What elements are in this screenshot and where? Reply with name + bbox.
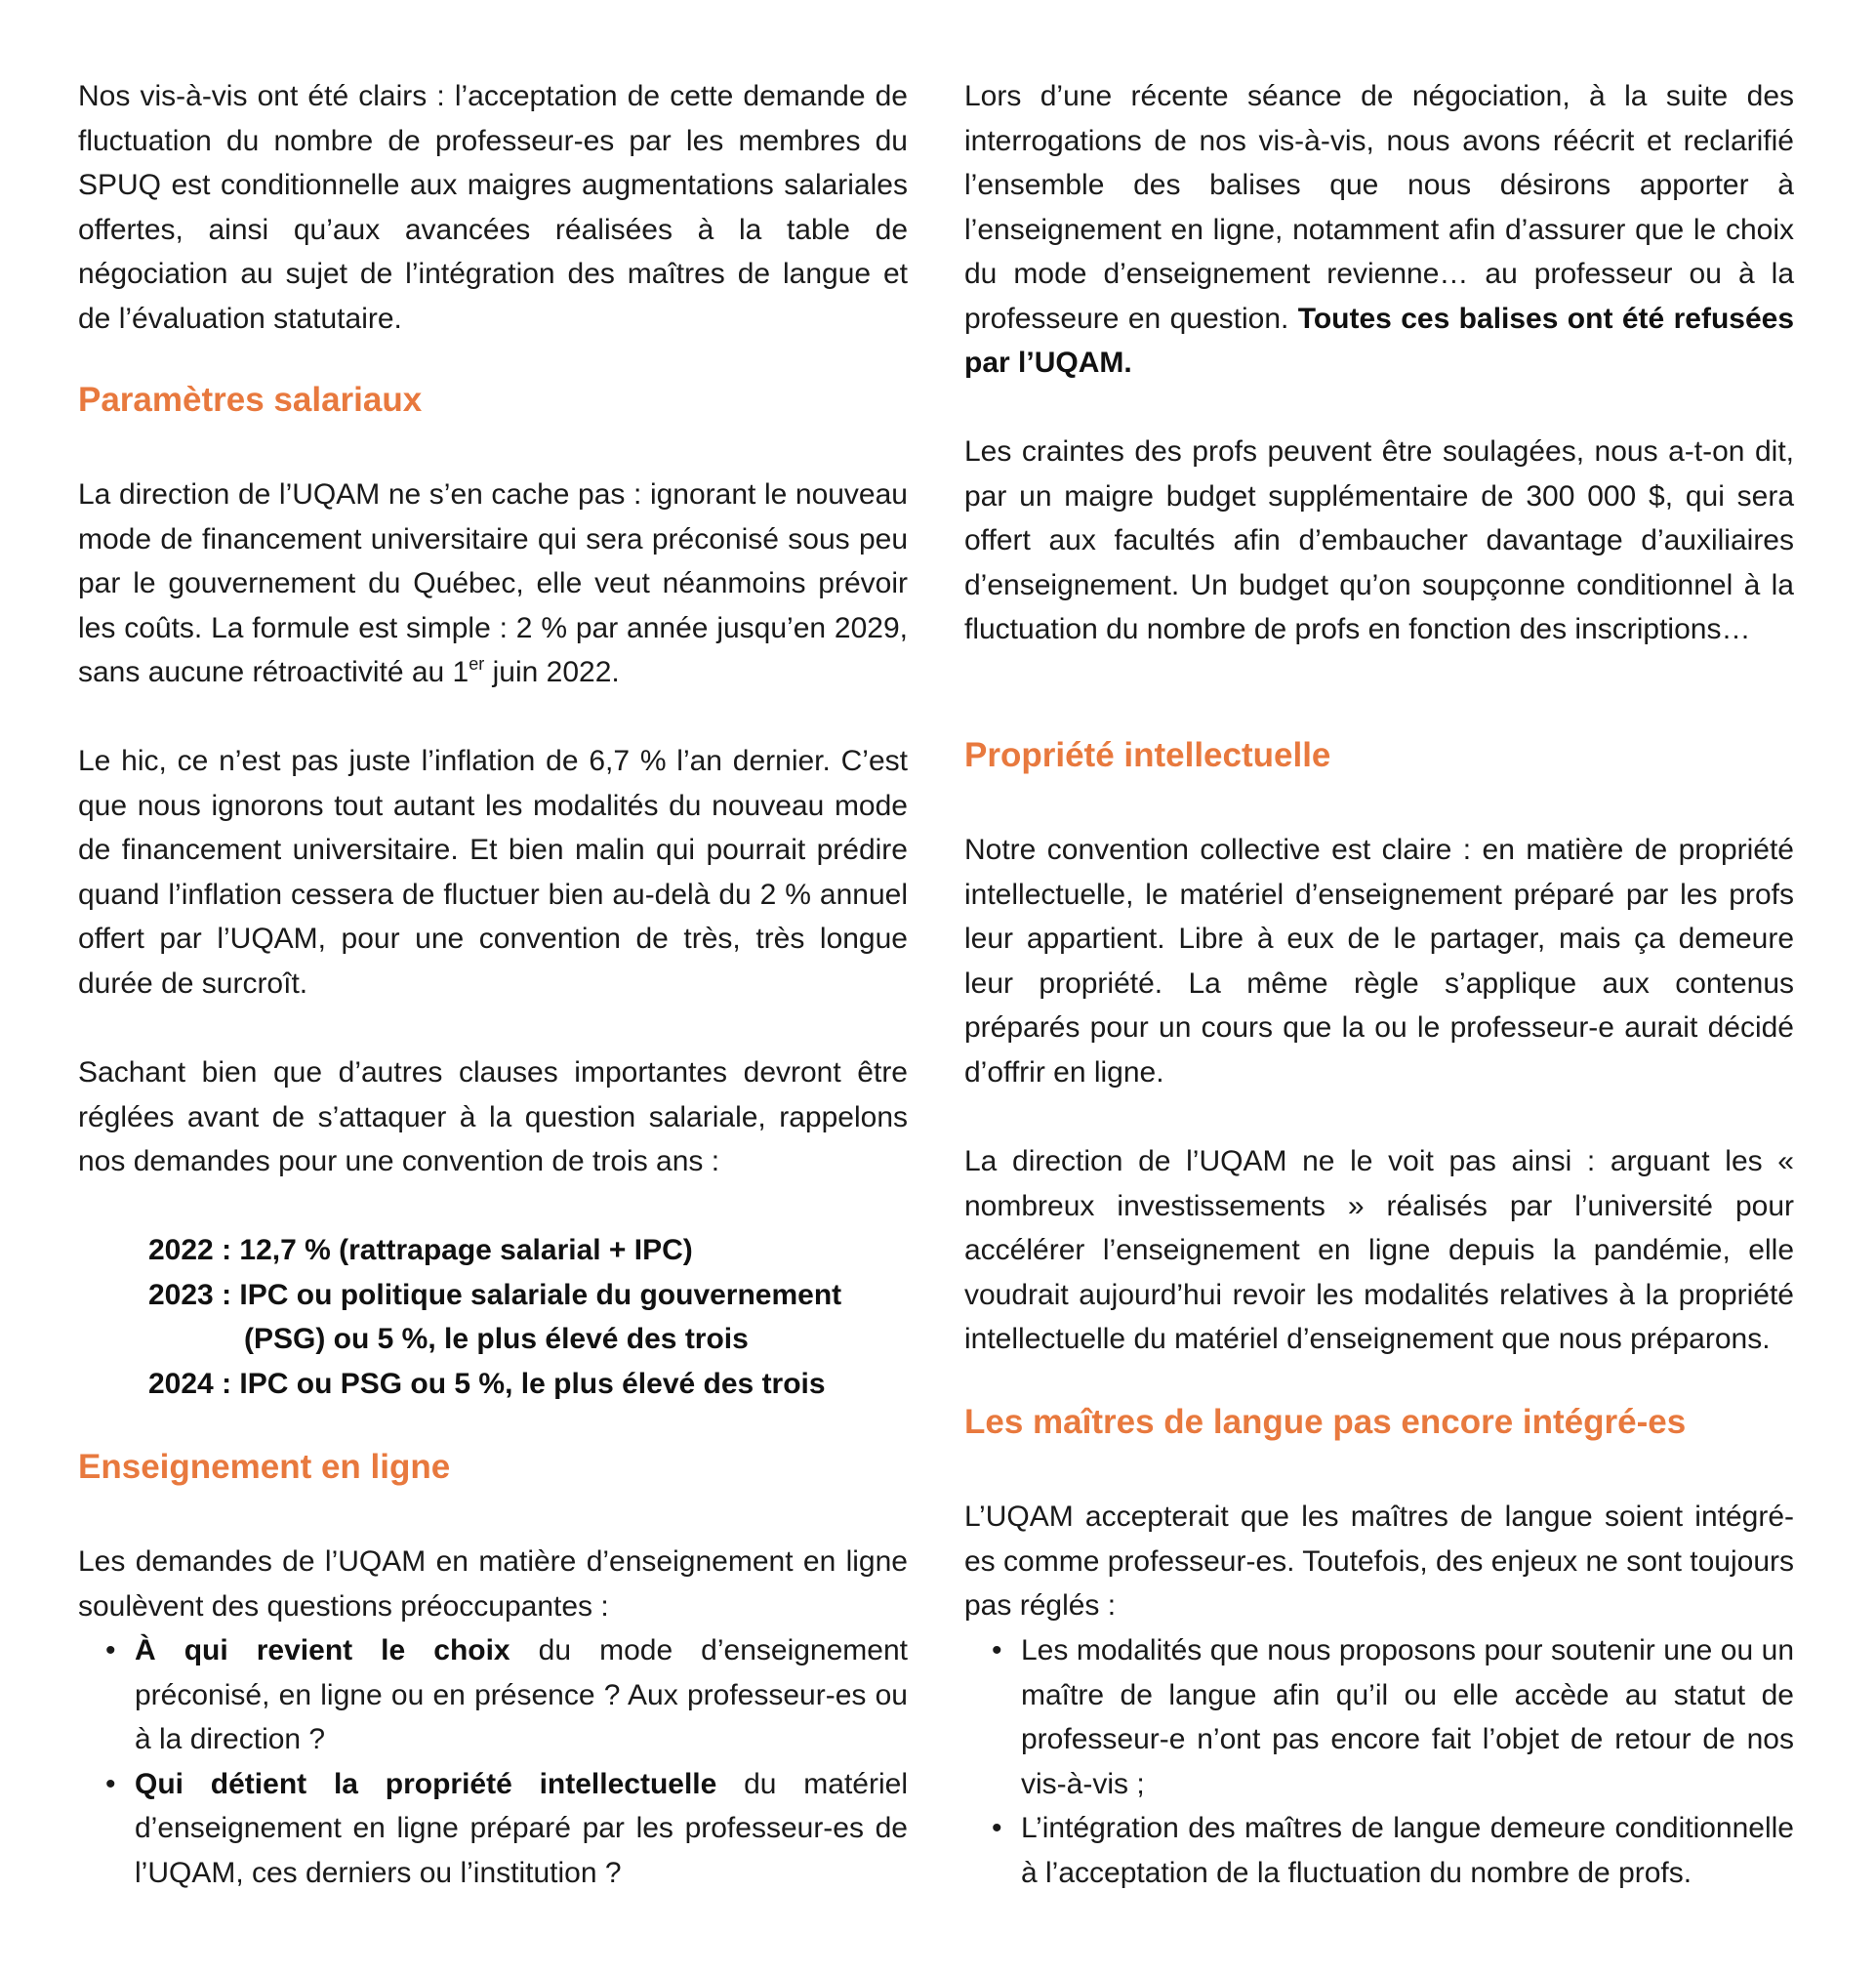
salary-paragraph-2: Le hic, ce n’est pas juste l’inflation de 6,7 % l’an dernier. C’est que nous ignorons tout autant les modalités du nouveau mode de financement universitaire. Et bien malin qui pourrait prédire quand l’inflation cessera de fluctuer bien au-delà du 2 % annuel offert par l’UQAM, pour une convention de très, très longue durée de surcroît. xyxy=(78,745,908,1000)
bullet-icon: • xyxy=(105,1767,116,1800)
lang-intro-paragraph: L’UQAM accepterait que les maîtres de langue soient intégré-es comme professeur-es. Toutefois, des enjeux ne sont toujours pas réglés : xyxy=(964,1501,1794,1622)
salary-demand-2022: 2022 : 12,7 % (rattrapage salarial + IPC) xyxy=(148,1234,693,1266)
intro-paragraph: Nos vis-à-vis ont été clairs : l’acceptation de cette demande de fluctuation du nombre de professeur-es par les membres du SPUQ est conditionnelle aux maigres augmentations salariales offertes, ainsi qu’aux avancées réalisées à la table de négociation au sujet de l’intégration des maîtres de langue et de l’évaluation statutaire. xyxy=(78,80,908,335)
bullet-icon: • xyxy=(105,1634,116,1666)
ip-paragraph-2: La direction de l’UQAM ne le voit pas ainsi : arguant les « nombreux investissements » réalisés par l’université pour accélérer l’enseignement en ligne depuis la pandémie, elle voudrait aujourd’hui revoir les modalités relatives à la propriété intellectuelle du matériel d’enseignement que nous préparons. xyxy=(964,1145,1794,1355)
heading-enseignement-en-ligne: Enseignement en ligne xyxy=(78,1448,451,1486)
bullet-icon: • xyxy=(992,1812,1002,1844)
salary-demand-2023-continued: (PSG) ou 5 %, le plus élevé des trois xyxy=(244,1323,749,1355)
salary-demand-2023: 2023 : IPC ou politique salariale du gouvernement xyxy=(148,1278,842,1311)
salary-paragraph-3: Sachant bien que d’autres clauses importantes devront être réglées avant de s’attaquer à la question salariale, rappelons nos demandes pour une convention de trois ans : xyxy=(78,1056,908,1177)
list-item: • Les modalités que nous proposons pour soutenir une ou un maître de langue afin qu’il ou elle accède au statut de professeur-e n’ont pas encore fait l’objet de retour de nos vis-à-vis ; xyxy=(964,1628,1794,1806)
list-item: • L’intégration des maîtres de langue demeure conditionnelle à l’acceptation de la fluctuation du nombre de profs. xyxy=(964,1806,1794,1895)
list-item: • Qui détient la propriété intellectuelle du matériel d’enseignement en ligne préparé par les professeur-es de l’UQAM, ces derniers ou l’institution ? xyxy=(78,1762,908,1896)
salary-demand-2024: 2024 : IPC ou PSG ou 5 %, le plus élevé des trois xyxy=(148,1367,826,1400)
heading-maitres-de-langue: Les maîtres de langue pas encore intégré-es xyxy=(964,1403,1687,1441)
salary-paragraph-1: La direction de l’UQAM ne s’en cache pas : ignorant le nouveau mode de financement universitaire qui sera préconisé sous peu par le gouvernement du Québec, elle veut néanmoins prévoir les coûts. La formule est simple : 2 % par année jusqu’en 2029, sans aucune rétroactivité au 1er juin 2022. xyxy=(78,478,908,688)
online-paragraph-2: Les craintes des profs peuvent être soulagées, nous a-t-on dit, par un maigre budget supplémentaire de 300 000 $, qui sera offert aux facultés afin d’embaucher davantage d’auxiliaires d’enseignement. Un budget qu’on soupçonne conditionnel à la fluctuation du nombre de profs en fonction des inscriptions… xyxy=(964,435,1794,645)
heading-parametres-salariaux: Paramètres salariaux xyxy=(78,381,423,419)
online-questions-list xyxy=(78,1628,908,1895)
lang-issues-list xyxy=(964,1628,1794,1895)
salary-demands-list xyxy=(78,1228,910,1406)
online-intro-paragraph: Les demandes de l’UQAM en matière d’enseignement en ligne soulèvent des questions préoccupantes : xyxy=(78,1545,908,1623)
online-paragraph-1: Lors d’une récente séance de négociation, à la suite des interrogations de nos vis-à-vis, nous avons réécrit et reclarifié l’ensemble des balises que nous désirons apporter à l’enseignement en ligne, notamment afin d’assurer que le choix du mode d’enseignement revienne… au professeur ou à la professeure en question. Toutes ces balises ont été refusées par l’UQAM. xyxy=(964,80,1795,379)
list-item: • À qui revient le choix du mode d’enseignement préconisé, en ligne ou en présence ? Aux professeur-es ou à la direction ? xyxy=(78,1628,908,1762)
ip-paragraph-1: Notre convention collective est claire : en matière de propriété intellectuelle, le matériel d’enseignement préparé par les profs leur appartient. Libre à eux de le partager, mais ça demeure leur propriété. La même règle s’applique aux contenus préparés pour un cours que la ou le professeur-e aurait décidé d’offrir en ligne. xyxy=(964,834,1794,1089)
bullet-icon: • xyxy=(992,1634,1002,1666)
heading-propriete-intellectuelle: Propriété intellectuelle xyxy=(964,736,1331,774)
